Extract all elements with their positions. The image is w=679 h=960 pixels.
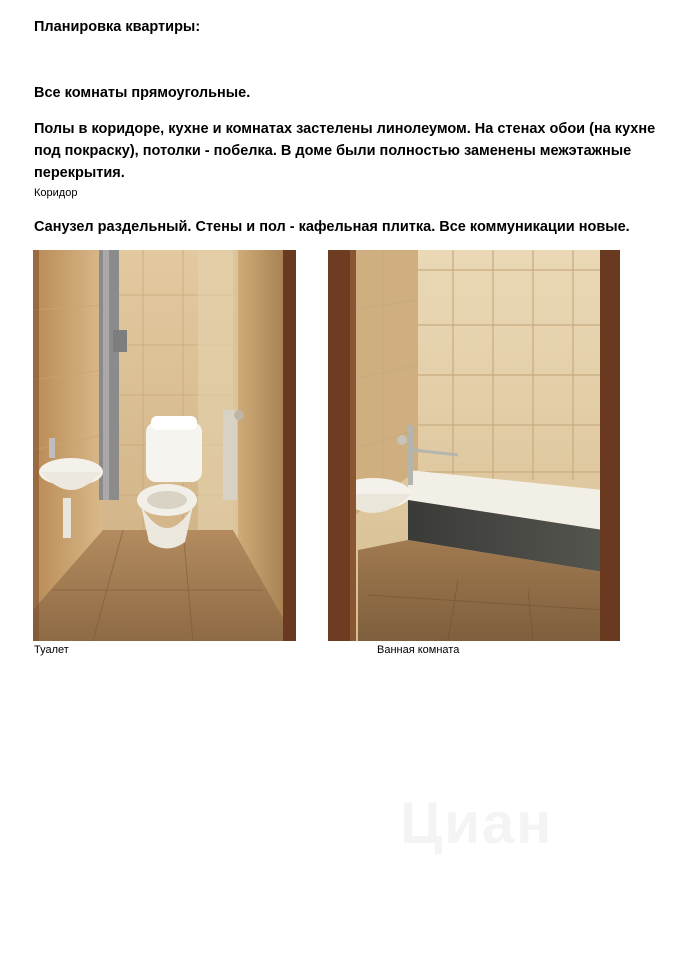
- cian-watermark-logo: [400, 790, 553, 857]
- corridor-caption: Коридор: [34, 187, 78, 199]
- flooring-text-line-3: перекрытия.: [34, 165, 125, 181]
- page-heading: Планировка квартиры:: [34, 19, 201, 35]
- bathroom-description: Санузел раздельный. Стены и пол - кафельная плитка. Все коммуникации новые.: [34, 219, 630, 235]
- toilet-photo: [33, 250, 296, 641]
- bathroom-photo: [328, 250, 620, 641]
- toilet-caption: Туалет: [34, 644, 69, 656]
- bathroom-caption: Ванная комната: [377, 644, 460, 656]
- rooms-shape-text: Все комнаты прямоугольные.: [34, 85, 251, 101]
- flooring-text-line-2: под покраску), потолки - побелка. В доме были полностью заменены межэтажные: [34, 143, 632, 159]
- watermark-text: [400, 791, 553, 856]
- flooring-text-line-1: Полы в коридоре, кухне и комнатах застелены линолеумом. На стенах обои (на кухне: [34, 121, 656, 137]
